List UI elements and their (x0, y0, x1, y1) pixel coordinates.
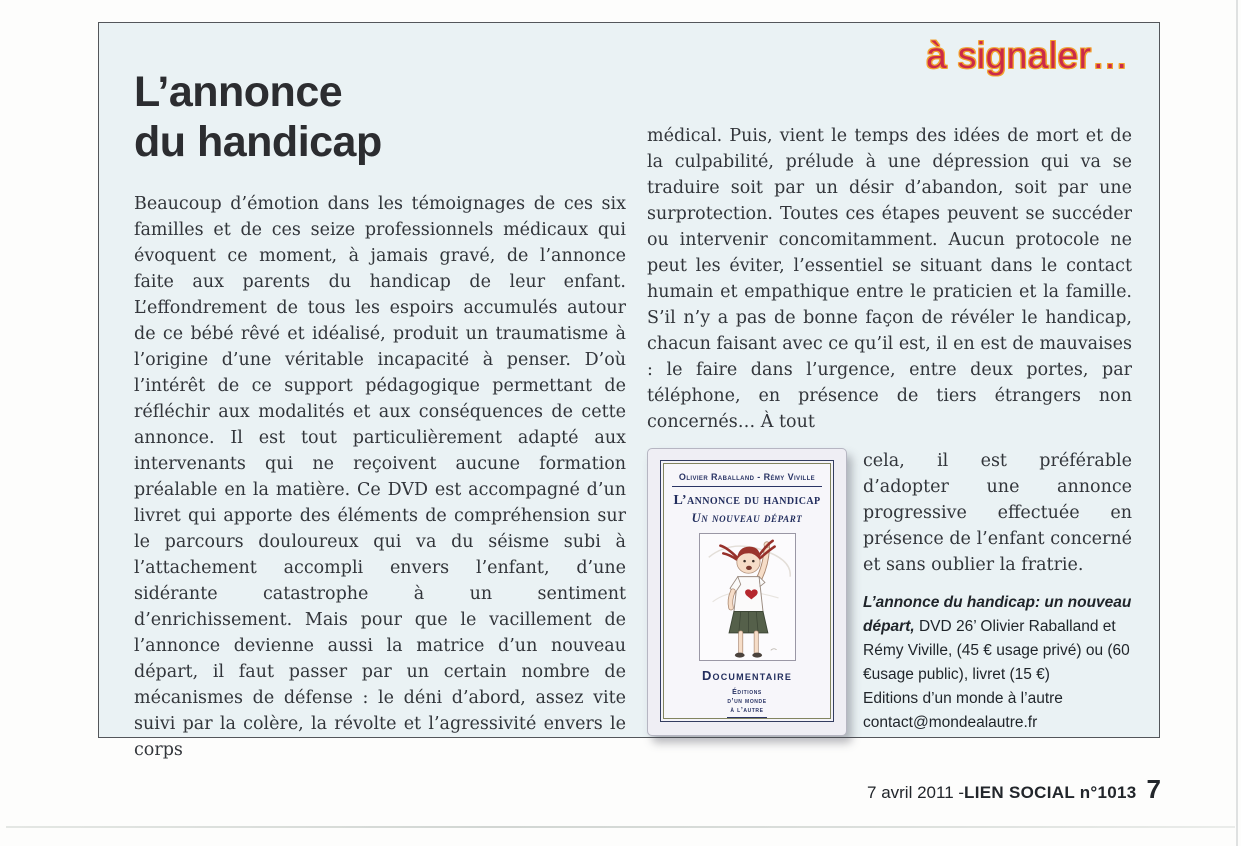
dvd-publisher-line2: d’un monde (727, 697, 767, 705)
media-caption (863, 591, 1132, 735)
dvd-authors: Olivier Raballand - Rémy Viville (678, 472, 816, 482)
dvd-divider-rule (672, 486, 822, 487)
dvd-publisher-line3: à l’autre (730, 706, 764, 714)
media-row (647, 448, 1132, 736)
caption-title: L’annonce du handicap: un nouveau départ, (863, 594, 1132, 635)
section-header-a-signaler: à signaler… (926, 35, 1129, 76)
footer-journal-name: LIEN SOCIAL n°1013 (964, 783, 1137, 802)
dvd-publisher-line1: Éditions (732, 688, 762, 696)
footer-date: 7 avril 2011 - (867, 783, 965, 802)
caption-publisher: Editions d’un monde à l’autre (863, 690, 1063, 707)
right-sub-column (863, 448, 1132, 735)
article-title (134, 67, 626, 167)
dvd-cover (647, 448, 847, 736)
article-body-right: médical. Puis, vient le temps des idées de mort et de la culpabilité, prélude à une dépression qui va se traduire soit par un désir d’abandon, soit par une surprotection. Toutes ces étapes peuvent se succéder ou intervenir concomitamment. Aucun protocole ne peut les éviter, l’essentiel se situant dans le contact humain et empathique entre le praticien et la famille. S’il n’y a pas de bonne façon de révéler le handicap, chacun faisant avec ce qu’il est, il en est de mauvaises : le faire dans l’urgence, entre deux portes, par téléphone, en présence de tiers étrangers non concernés… À tout (647, 126, 1132, 432)
scan-artifact-bottom-line (6, 826, 1235, 828)
article-column-left (134, 67, 626, 763)
dvd-cover-frame (660, 460, 834, 722)
caption-email: contact@mondealautre.fr (863, 714, 1038, 731)
dvd-title: L’annonce du handicap (673, 492, 821, 508)
footer-page-number: 7 (1146, 774, 1161, 804)
child-illustration-svg (700, 534, 795, 660)
caption-details: DVD 26’ Olivier Raballand et Rémy Viville, (45 € usage privé) ou (60 €usage public), livret (15 €) (863, 618, 1130, 683)
scan-artifact-right-line (1236, 0, 1238, 846)
article-panel (98, 22, 1160, 760)
dvd-publisher-logo (727, 688, 766, 718)
article-column-right (647, 123, 1132, 736)
page-footer (867, 774, 1161, 805)
dvd-subtitle: Un nouveau départ (691, 510, 803, 525)
child-illustration (699, 533, 796, 661)
article-title-line2: du handicap (134, 118, 382, 166)
article-title-line1: L’annonce (134, 68, 343, 116)
dvd-cover-frame-inner (663, 463, 831, 719)
dvd-genre: Documentaire (701, 667, 793, 683)
article-body-left: Beaucoup d’émotion dans les témoignages de ces six familles et de ces seize professionnels médicaux qui évoquent ce moment, à jamais gravé, de l’annonce faite aux parents du handicap de leur enfant. L’effondrement de tous les espoirs accumulés autour de ce bébé rêvé et idéalisé, produit un traumatisme à l’origine d’une véritable incapacité à penser. D’où l’intérêt de ce support pédagogique permettant de réfléchir aux modalités et aux conséquences de cette annonce. Il est tout particulièrement adapté aux intervenants qui ne reçoivent aucune formation préalable en la matière. Ce DVD est accompagné d’un livret qui apporte des éléments de compréhension sur le parcours douloureux qui va du séisme subi à l’attachement accompli envers l’enfant, d’une sidérante catastrophe à un sentiment d’enrichissement. Mais pour que le vacillement de l’annonce devienne aussi la matrice d’un nouveau départ, il faut passer par un certain nombre de mécanismes de défense : le déni d’abord, assez vite suivi par la colère, la révolte et l’agressivité envers le corps (134, 194, 626, 760)
article-body-right-continued: cela, il est préférable d’adopter une annonce progressive effectuée en présence de l’enfant concerné et sans oublier la fratrie. (863, 451, 1132, 575)
